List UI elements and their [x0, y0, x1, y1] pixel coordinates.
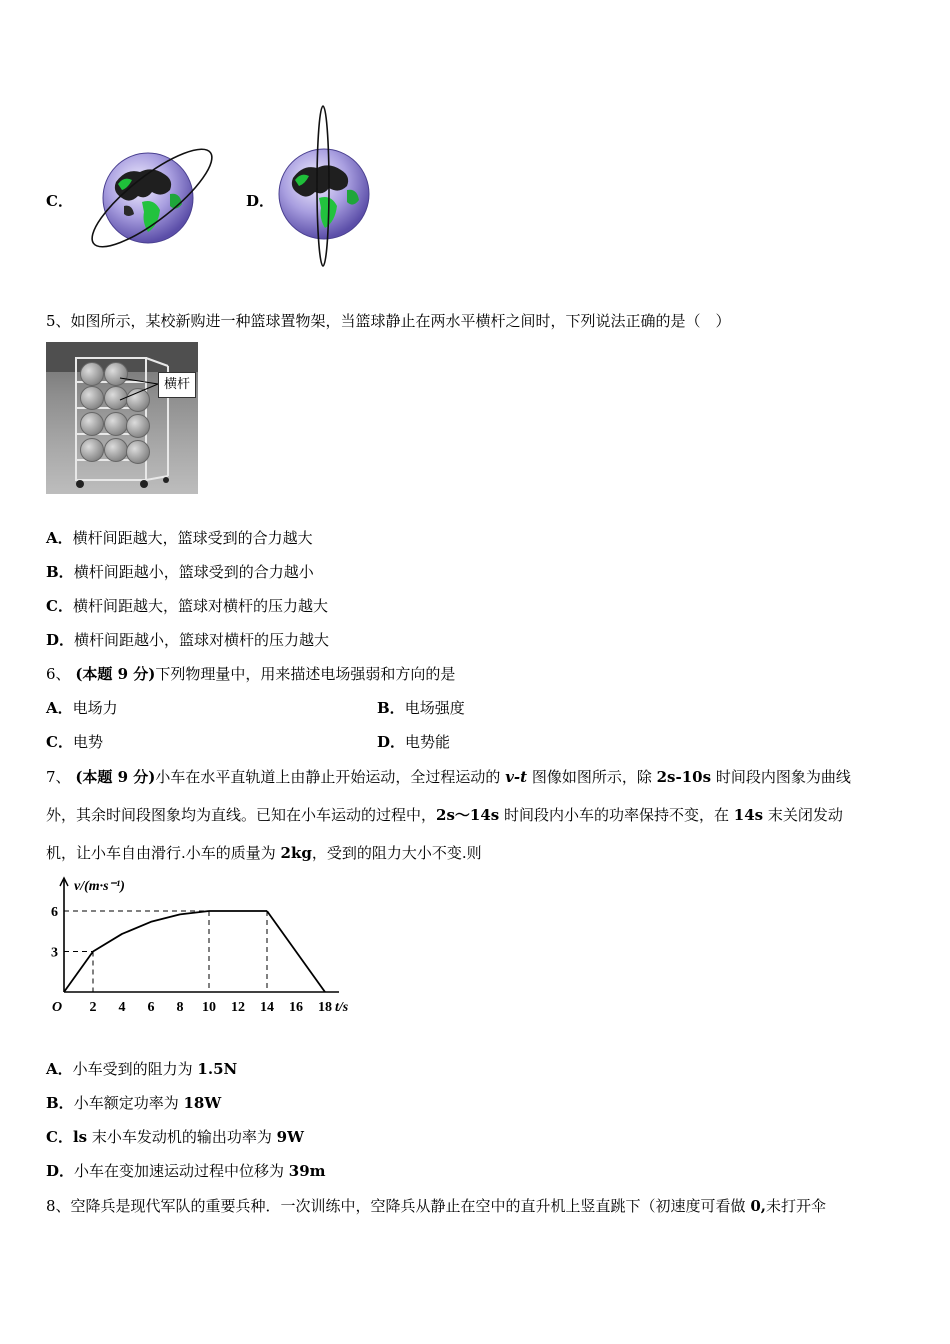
crossbar-label: 横杆	[158, 372, 196, 398]
q5-option-b-text: 横杆间距越小，篮球受到的合力越小	[73, 563, 314, 581]
label-pointer-line	[46, 342, 198, 494]
q5-option-b[interactable]	[46, 562, 314, 582]
q5-option-c-label: C．	[46, 597, 73, 615]
q5-option-c-text: 横杆间距越大，篮球对横杆的压力越大	[72, 597, 328, 615]
q8-text: 8、空降兵是现代军队的重要兵种．一次训练中，空降兵从静止在空中的直升机上竖直跳下（初速度可看做	[46, 1197, 751, 1215]
q7-time-range: 2s～14s	[436, 806, 500, 824]
q6-option-c-text: 电势	[72, 733, 103, 751]
q8-stem-line-1	[46, 1196, 826, 1216]
q6-stem	[46, 664, 455, 684]
q7-option-b-label: B．	[46, 1094, 74, 1112]
q6-option-a[interactable]	[46, 698, 118, 718]
q7-text: 机，让小车自由滑行.小车的质量为	[46, 844, 281, 862]
q4-option-d-globe-image	[275, 102, 375, 268]
q7-option-c-text: 末小车发动机的输出功率为	[87, 1128, 277, 1146]
origin-label: O	[52, 1000, 63, 1015]
q7-text: 图像如图所示，除	[527, 768, 657, 786]
q6-number: 6、	[46, 665, 71, 683]
velocity-line-segment	[267, 911, 325, 992]
q7-number: 7、	[46, 768, 71, 786]
q7-time-range: 2s-10s	[656, 768, 712, 786]
q7-text: 小车在水平直轨道上由静止开始运动，全过程运动的	[155, 768, 506, 786]
q7-option-a-label: A．	[46, 1060, 73, 1078]
x-tick-label: 8	[176, 1000, 184, 1015]
q4-option-c-label: C．	[46, 192, 73, 210]
q7-option-c-time: ls	[72, 1128, 88, 1146]
q6-option-a-label: A．	[46, 699, 73, 717]
x-tick-label: 14	[260, 1000, 274, 1015]
q5-option-d-text: 横杆间距越小，篮球对横杆的压力越大	[74, 631, 330, 649]
q7-option-b[interactable]	[46, 1093, 221, 1113]
q6-option-d-text: 电势能	[405, 733, 451, 751]
q7-stem-line-1	[46, 767, 851, 787]
q6-option-d[interactable]	[377, 732, 450, 752]
q6-stem-text: 下列物理量中，用来描述电场强弱和方向的是	[155, 665, 456, 683]
q7-text: 时间段内小车的功率保持不变，在	[499, 806, 734, 824]
velocity-line-segment	[64, 952, 93, 993]
x-tick-label: 2	[89, 1000, 97, 1015]
q8-initial-speed: 0,	[750, 1197, 766, 1215]
q4-option-d-label: D．	[246, 192, 275, 210]
y-tick-label: 3	[51, 945, 58, 961]
q7-option-c-value: 9W	[276, 1128, 304, 1146]
x-tick-label: 16	[289, 1000, 303, 1015]
q6-option-d-label: D．	[377, 733, 406, 751]
q7-stem-line-2	[46, 805, 843, 825]
q7-text: 末关闭发动	[763, 806, 843, 824]
x-tick-label: 12	[231, 1000, 245, 1015]
q7-option-d-value: 39m	[288, 1162, 326, 1180]
q7-option-d[interactable]	[46, 1161, 326, 1181]
q5-option-a-label: A．	[46, 529, 73, 547]
q5-option-d-label: D．	[46, 631, 75, 649]
q5-basketball-rack-photo	[46, 342, 198, 494]
y-tick-label: 6	[51, 905, 58, 920]
q7-option-c-label: C．	[46, 1128, 73, 1146]
q7-option-a-value: 1.5N	[197, 1060, 238, 1078]
q6-option-b-text: 电场强度	[404, 699, 465, 717]
q5-option-c[interactable]	[46, 596, 328, 616]
q7-text: 时间段内图象为曲线	[711, 768, 851, 786]
q7-mass-value: 2kg	[280, 844, 312, 862]
q7-vt-symbol: v-t	[505, 768, 528, 786]
q6-option-b[interactable]	[377, 698, 465, 718]
q7-stem-line-3	[46, 843, 482, 863]
q7-option-d-text: 小车在变加速运动过程中位移为	[74, 1162, 289, 1180]
q6-option-c[interactable]	[46, 732, 103, 752]
q6-score: (本题 9 分)	[75, 665, 156, 683]
q6-option-c-label: C．	[46, 733, 73, 751]
x-tick-label: 6	[147, 1000, 155, 1015]
x-axis-label: t/s	[335, 1000, 349, 1015]
q7-option-d-label: D．	[46, 1162, 75, 1180]
q5-option-a-text: 横杆间距越大，篮球受到的合力越大	[72, 529, 313, 547]
q5-option-d[interactable]	[46, 630, 329, 650]
q5-stem: 5、如图所示，某校新购进一种篮球置物架，当篮球静止在两水平横杆之间时，下列说法正确的是（ ）	[46, 312, 731, 330]
q8-text: 未打开伞	[766, 1197, 827, 1215]
q7-vt-chart	[44, 872, 349, 1022]
velocity-curve-segment	[93, 911, 209, 952]
q7-option-a-text: 小车受到的阻力为	[72, 1060, 198, 1078]
x-tick-label: 18	[318, 1000, 332, 1015]
q7-option-b-text: 小车额定功率为	[73, 1094, 184, 1112]
x-tick-label: 4	[118, 1000, 126, 1015]
q7-option-c[interactable]	[46, 1127, 304, 1147]
q7-text: 外，其余时间段图象均为直线。已知在小车运动的过程中，	[46, 806, 437, 824]
q4-option-c-globe-image	[82, 132, 222, 267]
q6-option-a-text: 电场力	[72, 699, 118, 717]
q7-score: (本题 9 分)	[75, 768, 156, 786]
x-tick-label: 10	[202, 1000, 216, 1015]
q7-text: ，受到的阻力大小不变.则	[311, 844, 482, 862]
q5-option-b-label: B．	[46, 563, 74, 581]
q6-option-b-label: B．	[377, 699, 405, 717]
q7-option-a[interactable]	[46, 1059, 237, 1079]
q7-time-value: 14s	[733, 806, 764, 824]
q5-option-a[interactable]	[46, 528, 313, 548]
q7-option-b-value: 18W	[183, 1094, 222, 1112]
y-axis-label: v/(m·s⁻¹)	[74, 879, 125, 894]
